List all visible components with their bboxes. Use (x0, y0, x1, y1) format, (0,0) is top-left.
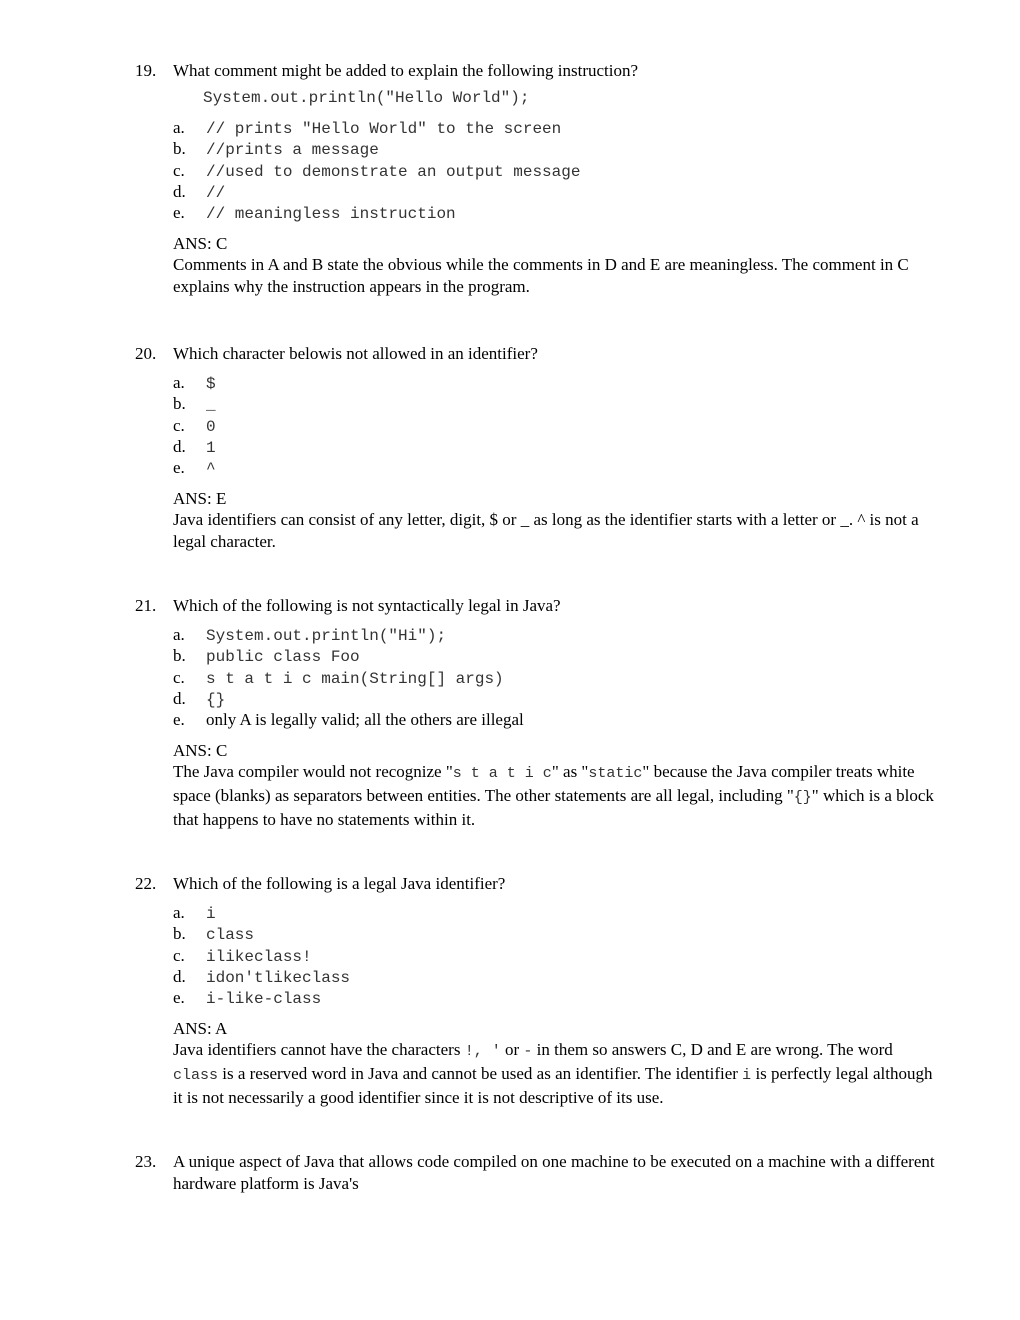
explanation-text: The Java compiler would not recognize " (173, 762, 453, 782)
choice-text: // (206, 183, 226, 202)
choice-letter: e. (173, 203, 185, 223)
choice-text: 0 (206, 417, 216, 436)
choice-letter: d. (173, 966, 186, 986)
choice-text: i (206, 905, 216, 923)
choice-letter: b. (173, 646, 186, 666)
question-number: 19. (135, 61, 157, 80)
explanation-code: s t a t i c (452, 765, 552, 783)
answer-explanation (173, 1039, 935, 1109)
code-snippet: System.out.println("Hello World"); (203, 89, 530, 107)
choice-c (173, 945, 935, 966)
explanation-text: " because the Java compiler treats white space (blanks) as separators between entities. The other statements are all legal, including " (173, 762, 915, 806)
choice-a (173, 902, 935, 923)
question-21 (135, 595, 935, 831)
choice-text: only A is legally valid; all the others are illegal (206, 710, 524, 730)
choice-list (173, 902, 935, 1008)
answer-key: ANS: C (173, 741, 228, 761)
question-number: 22. (135, 874, 157, 893)
question-number: 20. (135, 344, 157, 363)
answer-explanation: Comments in A and B state the obvious while the comments in D and E are meaningless. The comment in C explains why the instruction appears in the program. (173, 255, 909, 297)
question-header (135, 1151, 935, 1195)
choice-e (173, 987, 935, 1008)
choice-b (173, 138, 935, 159)
choice-text: $ (206, 375, 216, 393)
explanation-code: static (588, 765, 643, 783)
choice-d (173, 181, 935, 202)
choice-b (173, 393, 935, 414)
choice-text: //used to demonstrate an output message (206, 162, 581, 181)
question-header (135, 595, 935, 616)
question-text: Which character belowis not allowed in an identifier? (173, 344, 538, 363)
choice-letter: d. (173, 436, 186, 456)
choice-list (173, 624, 935, 730)
choice-text: System.out.println("Hi"); (206, 627, 447, 645)
choice-letter: a. (173, 118, 185, 137)
choice-letter: e. (173, 458, 185, 478)
question-header (135, 343, 935, 364)
choice-letter: e. (173, 710, 185, 730)
explanation-text: is perfectly legal although it is not necessarily a good identifier since it is not descriptive of its use. (173, 1064, 933, 1108)
choice-letter: a. (173, 373, 185, 392)
question-header (135, 60, 935, 81)
choice-e (173, 709, 935, 730)
choice-letter: c. (173, 945, 185, 965)
choice-letter: c. (173, 415, 185, 435)
choice-text: i-like-class (206, 990, 322, 1009)
choice-letter: a. (173, 625, 185, 644)
explanation-code: - (523, 1043, 533, 1061)
choice-d (173, 966, 935, 987)
question-text: A unique aspect of Java that allows code compiled on one machine to be executed on a machine with a different hardware platform is Java's (173, 1152, 935, 1193)
choice-letter: b. (173, 394, 186, 414)
choice-e (173, 202, 935, 223)
choice-letter: c. (173, 160, 185, 180)
question-22 (135, 873, 935, 1109)
question-20 (135, 343, 935, 553)
explanation-text: in them so answers C, D and E are wrong. The word (532, 1040, 893, 1060)
choice-text: _ (206, 396, 216, 415)
choice-text: // meaningless instruction (206, 205, 456, 224)
explanation-text: or (500, 1040, 524, 1060)
answer-key: ANS: E (173, 489, 227, 509)
explanation-code: !, ' (464, 1043, 501, 1061)
choice-text: class (206, 926, 255, 945)
choice-letter: b. (173, 139, 186, 159)
choice-letter: d. (173, 688, 186, 708)
choice-c (173, 160, 935, 181)
choice-list (173, 372, 935, 478)
choice-letter: c. (173, 667, 185, 687)
choice-text: 1 (206, 438, 216, 457)
question-text: What comment might be added to explain the following instruction? (173, 61, 639, 80)
question-number: 21. (135, 596, 157, 615)
question-number: 23. (135, 1152, 157, 1171)
choice-text: s t a t i c main(String[] args) (206, 669, 504, 688)
choice-text: ^ (206, 460, 216, 479)
choice-b (173, 923, 935, 944)
choice-text: public class Foo (206, 648, 360, 667)
choice-letter: b. (173, 924, 186, 944)
choice-d (173, 436, 935, 457)
choice-text: // prints "Hello World" to the screen (206, 120, 562, 138)
choice-letter: d. (173, 181, 186, 201)
explanation-text: " as " (551, 762, 589, 782)
explanation-code: {} (793, 789, 812, 807)
question-header (135, 873, 935, 894)
explanation-text: Java identifiers cannot have the characters (173, 1040, 465, 1060)
choice-text: {} (206, 690, 226, 709)
choice-d (173, 688, 935, 709)
explanation-code: class (173, 1067, 219, 1085)
choice-a (173, 624, 935, 645)
explanation-text: " which is a block that happens to have no statements within it. (173, 786, 934, 830)
choice-a (173, 372, 935, 393)
choice-c (173, 415, 935, 436)
choice-text: idon'tlikeclass (206, 968, 351, 987)
question-23 (135, 1151, 935, 1195)
choice-b (173, 645, 935, 666)
choice-e (173, 457, 935, 478)
answer-key: ANS: A (173, 1019, 228, 1039)
choice-text: ilikeclass! (206, 947, 312, 966)
choice-a (173, 117, 935, 138)
choice-letter: e. (173, 988, 185, 1008)
explanation-text: is a reserved word in Java and cannot be used as an identifier. The identifier (218, 1064, 743, 1084)
answer-explanation (173, 761, 935, 831)
choice-text: //prints a message (206, 141, 379, 160)
answer-key: ANS: C (173, 234, 228, 254)
explanation-code: i (742, 1067, 752, 1085)
choice-list (173, 117, 935, 223)
choice-c (173, 667, 935, 688)
question-text: Which of the following is not syntactically legal in Java? (173, 596, 561, 615)
question-text: Which of the following is a legal Java identifier? (173, 874, 506, 893)
answer-explanation: Java identifiers can consist of any letter, digit, $ or _ as long as the identifier starts with a letter or _. ^ is not a legal character. (173, 510, 919, 552)
question-19 (135, 60, 935, 298)
choice-letter: a. (173, 903, 185, 922)
